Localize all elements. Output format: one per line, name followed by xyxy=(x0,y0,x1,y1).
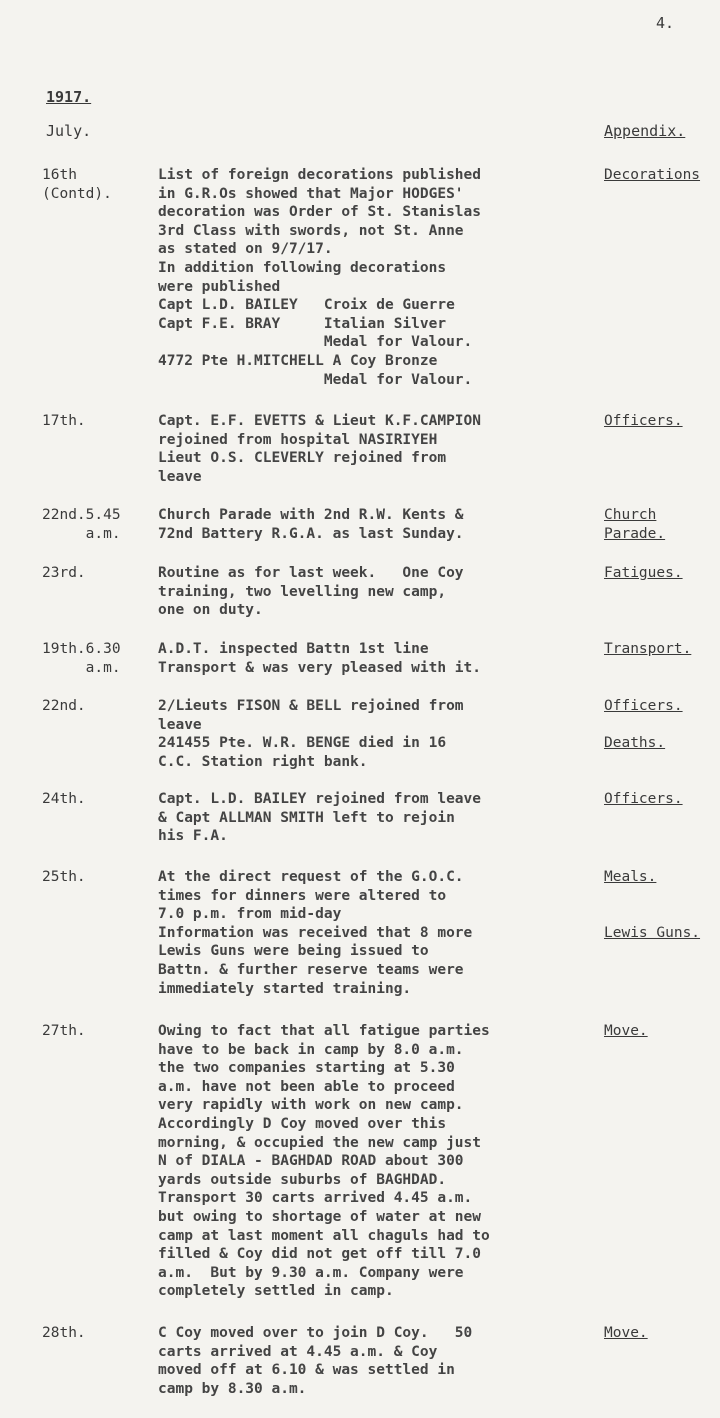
entry-line: Lieut O.S. CLEVERLY rejoined from xyxy=(158,450,447,467)
entry-line: Lewis Guns were being issued to xyxy=(158,943,429,960)
entry-line: At the direct request of the G.O.C. xyxy=(158,869,464,885)
entry-line: Owing to fact that all fatigue parties xyxy=(158,1023,490,1039)
appendix-label: Fatigues. xyxy=(604,565,683,581)
entry-line: C Coy moved over to join D Coy. 50 xyxy=(158,1325,473,1341)
entry-line: immediately started training. xyxy=(158,980,412,997)
entry-line: Transport & was very pleased with it. xyxy=(158,659,482,676)
entry-line: yards outside suburbs of BAGHDAD. xyxy=(158,1171,447,1188)
entry-date: 22nd. xyxy=(42,698,86,714)
appendix-note xyxy=(604,412,720,431)
entry-line: filled & Coy did not get off till 7.0 xyxy=(158,1246,482,1263)
entry-text xyxy=(158,1324,598,1398)
entry-line: N of DIALA - BAGHDAD ROAD about 300 xyxy=(158,1153,464,1170)
entry-line: Information was received that 8 more xyxy=(158,924,473,941)
appendix-label: Church xyxy=(604,507,657,523)
entry-date: 17th. xyxy=(42,413,86,429)
entry-line: In addition following decorations xyxy=(158,259,447,276)
appendix-note xyxy=(604,790,720,809)
entry-text xyxy=(158,790,598,846)
appendix-label: Meals. xyxy=(604,869,657,885)
year-heading: 1917. xyxy=(46,88,92,106)
entry-line: leave xyxy=(158,716,202,733)
entry-line: the two companies starting at 5.30 xyxy=(158,1060,455,1077)
entry-text xyxy=(158,1022,598,1301)
entry-date: 23rd. xyxy=(42,565,86,581)
entry-line: & Capt ALLMAN SMITH left to rejoin xyxy=(158,809,455,826)
appendix-note xyxy=(604,506,720,543)
appendix-note xyxy=(604,697,720,753)
entry-line: one on duty. xyxy=(158,602,263,619)
entry-line: a.m. But by 9.30 a.m. Company were xyxy=(158,1264,464,1281)
entry-line: 3rd Class with swords, not St. Anne xyxy=(158,222,464,239)
entry-line: a.m. have not been able to proceed xyxy=(158,1078,455,1095)
entry-line: Capt L.D. BAILEY Croix de Guerre xyxy=(158,297,455,314)
page-number: 4. xyxy=(656,14,675,32)
entry-line: Routine as for last week. One Coy xyxy=(158,565,464,581)
appendix-note xyxy=(604,640,720,659)
appendix-note xyxy=(604,1324,720,1343)
entry-line: 7.0 p.m. from mid-day xyxy=(158,906,342,923)
appendix-label: Officers. xyxy=(604,698,683,714)
entry-line: leave xyxy=(158,468,202,485)
entry-line: 72nd Battery R.G.A. as last Sunday. xyxy=(158,525,464,542)
entry-line: morning, & occupied the new camp just xyxy=(158,1134,482,1151)
entry-text xyxy=(158,166,598,389)
entry-line: in G.R.Os showed that Major HODGES' xyxy=(158,185,464,202)
entry-line: Transport 30 carts arrived 4.45 a.m. xyxy=(158,1190,473,1207)
appendix-label: Move. xyxy=(604,1325,648,1341)
entry-line: Capt F.E. BRAY Italian Silver xyxy=(158,315,447,332)
entry-text xyxy=(158,868,598,998)
entry-line: Capt. L.D. BAILEY rejoined from leave xyxy=(158,791,482,807)
entry-line: Medal for Valour. xyxy=(158,371,473,388)
entry-line: times for dinners were altered to xyxy=(158,887,447,904)
entry-line: 2/Lieuts FISON & BELL rejoined from xyxy=(158,698,464,714)
entry-line: have to be back in camp by 8.0 a.m. xyxy=(158,1041,464,1058)
entry-line: Medal for Valour. xyxy=(158,334,473,351)
month-heading: July. xyxy=(46,122,92,140)
appendix-label: Lewis Guns. xyxy=(604,924,701,941)
entry-line: training, two levelling new camp, xyxy=(158,583,447,600)
entry-text xyxy=(158,697,598,771)
entry-line: completely settled in camp. xyxy=(158,1283,394,1300)
appendix-header: Appendix. xyxy=(604,122,686,140)
entry-line: 241455 Pte. W.R. BENGE died in 16 xyxy=(158,735,447,752)
entry-date: 19th.6.30 a.m. xyxy=(42,641,121,676)
entry-line: A.D.T. inspected Battn 1st line xyxy=(158,641,429,657)
entry-line: List of foreign decorations published xyxy=(158,167,482,183)
appendix-label: Deaths. xyxy=(604,735,666,752)
appendix-label: Move. xyxy=(604,1023,648,1039)
entry-line: camp at last moment all chaguls had to xyxy=(158,1227,490,1244)
entry-line: as stated on 9/7/17. xyxy=(158,241,333,258)
entry-date: 24th. xyxy=(42,791,86,807)
entry-line: Battn. & further reserve teams were xyxy=(158,961,464,978)
entry-text xyxy=(158,506,598,543)
appendix-note xyxy=(604,1022,720,1041)
entry-line: camp by 8.30 a.m. xyxy=(158,1380,307,1397)
entry-line: Church Parade with 2nd R.W. Kents & xyxy=(158,507,464,523)
appendix-label: Transport. xyxy=(604,641,692,657)
entry-date: 27th. xyxy=(42,1023,86,1039)
entry-text xyxy=(158,564,598,620)
entry-line: his F.A. xyxy=(158,828,228,845)
entry-text xyxy=(158,412,598,486)
appendix-label: Parade. xyxy=(604,525,666,542)
entry-date: 28th. xyxy=(42,1325,86,1341)
entry-line: Accordingly D Coy moved over this xyxy=(158,1115,447,1132)
entry-line: were published xyxy=(158,278,281,295)
entry-line: carts arrived at 4.45 a.m. & Coy xyxy=(158,1343,438,1360)
entry-line: very rapidly with work on new camp. xyxy=(158,1097,464,1114)
entry-line: Capt. E.F. EVETTS & Lieut K.F.CAMPION xyxy=(158,413,482,429)
appendix-label: Decorations xyxy=(604,167,701,183)
entry-line: decoration was Order of St. Stanislas xyxy=(158,204,482,221)
entry-line: 4772 Pte H.MITCHELL A Coy Bronze xyxy=(158,352,438,369)
appendix-label: Officers. xyxy=(604,791,683,807)
appendix-label: Officers. xyxy=(604,413,683,429)
entry-line: but owing to shortage of water at new xyxy=(158,1208,482,1225)
appendix-note xyxy=(604,166,720,185)
appendix-note xyxy=(604,564,720,583)
entry-line: C.C. Station right bank. xyxy=(158,753,368,770)
entry-date: 16th (Contd). xyxy=(42,167,112,202)
entry-text xyxy=(158,640,598,677)
appendix-note xyxy=(604,868,720,942)
entry-date: 25th. xyxy=(42,869,86,885)
entry-line: moved off at 6.10 & was settled in xyxy=(158,1362,455,1379)
entry-date: 22nd.5.45 a.m. xyxy=(42,507,121,542)
entry-line: rejoined from hospital NASIRIYEH xyxy=(158,431,438,448)
